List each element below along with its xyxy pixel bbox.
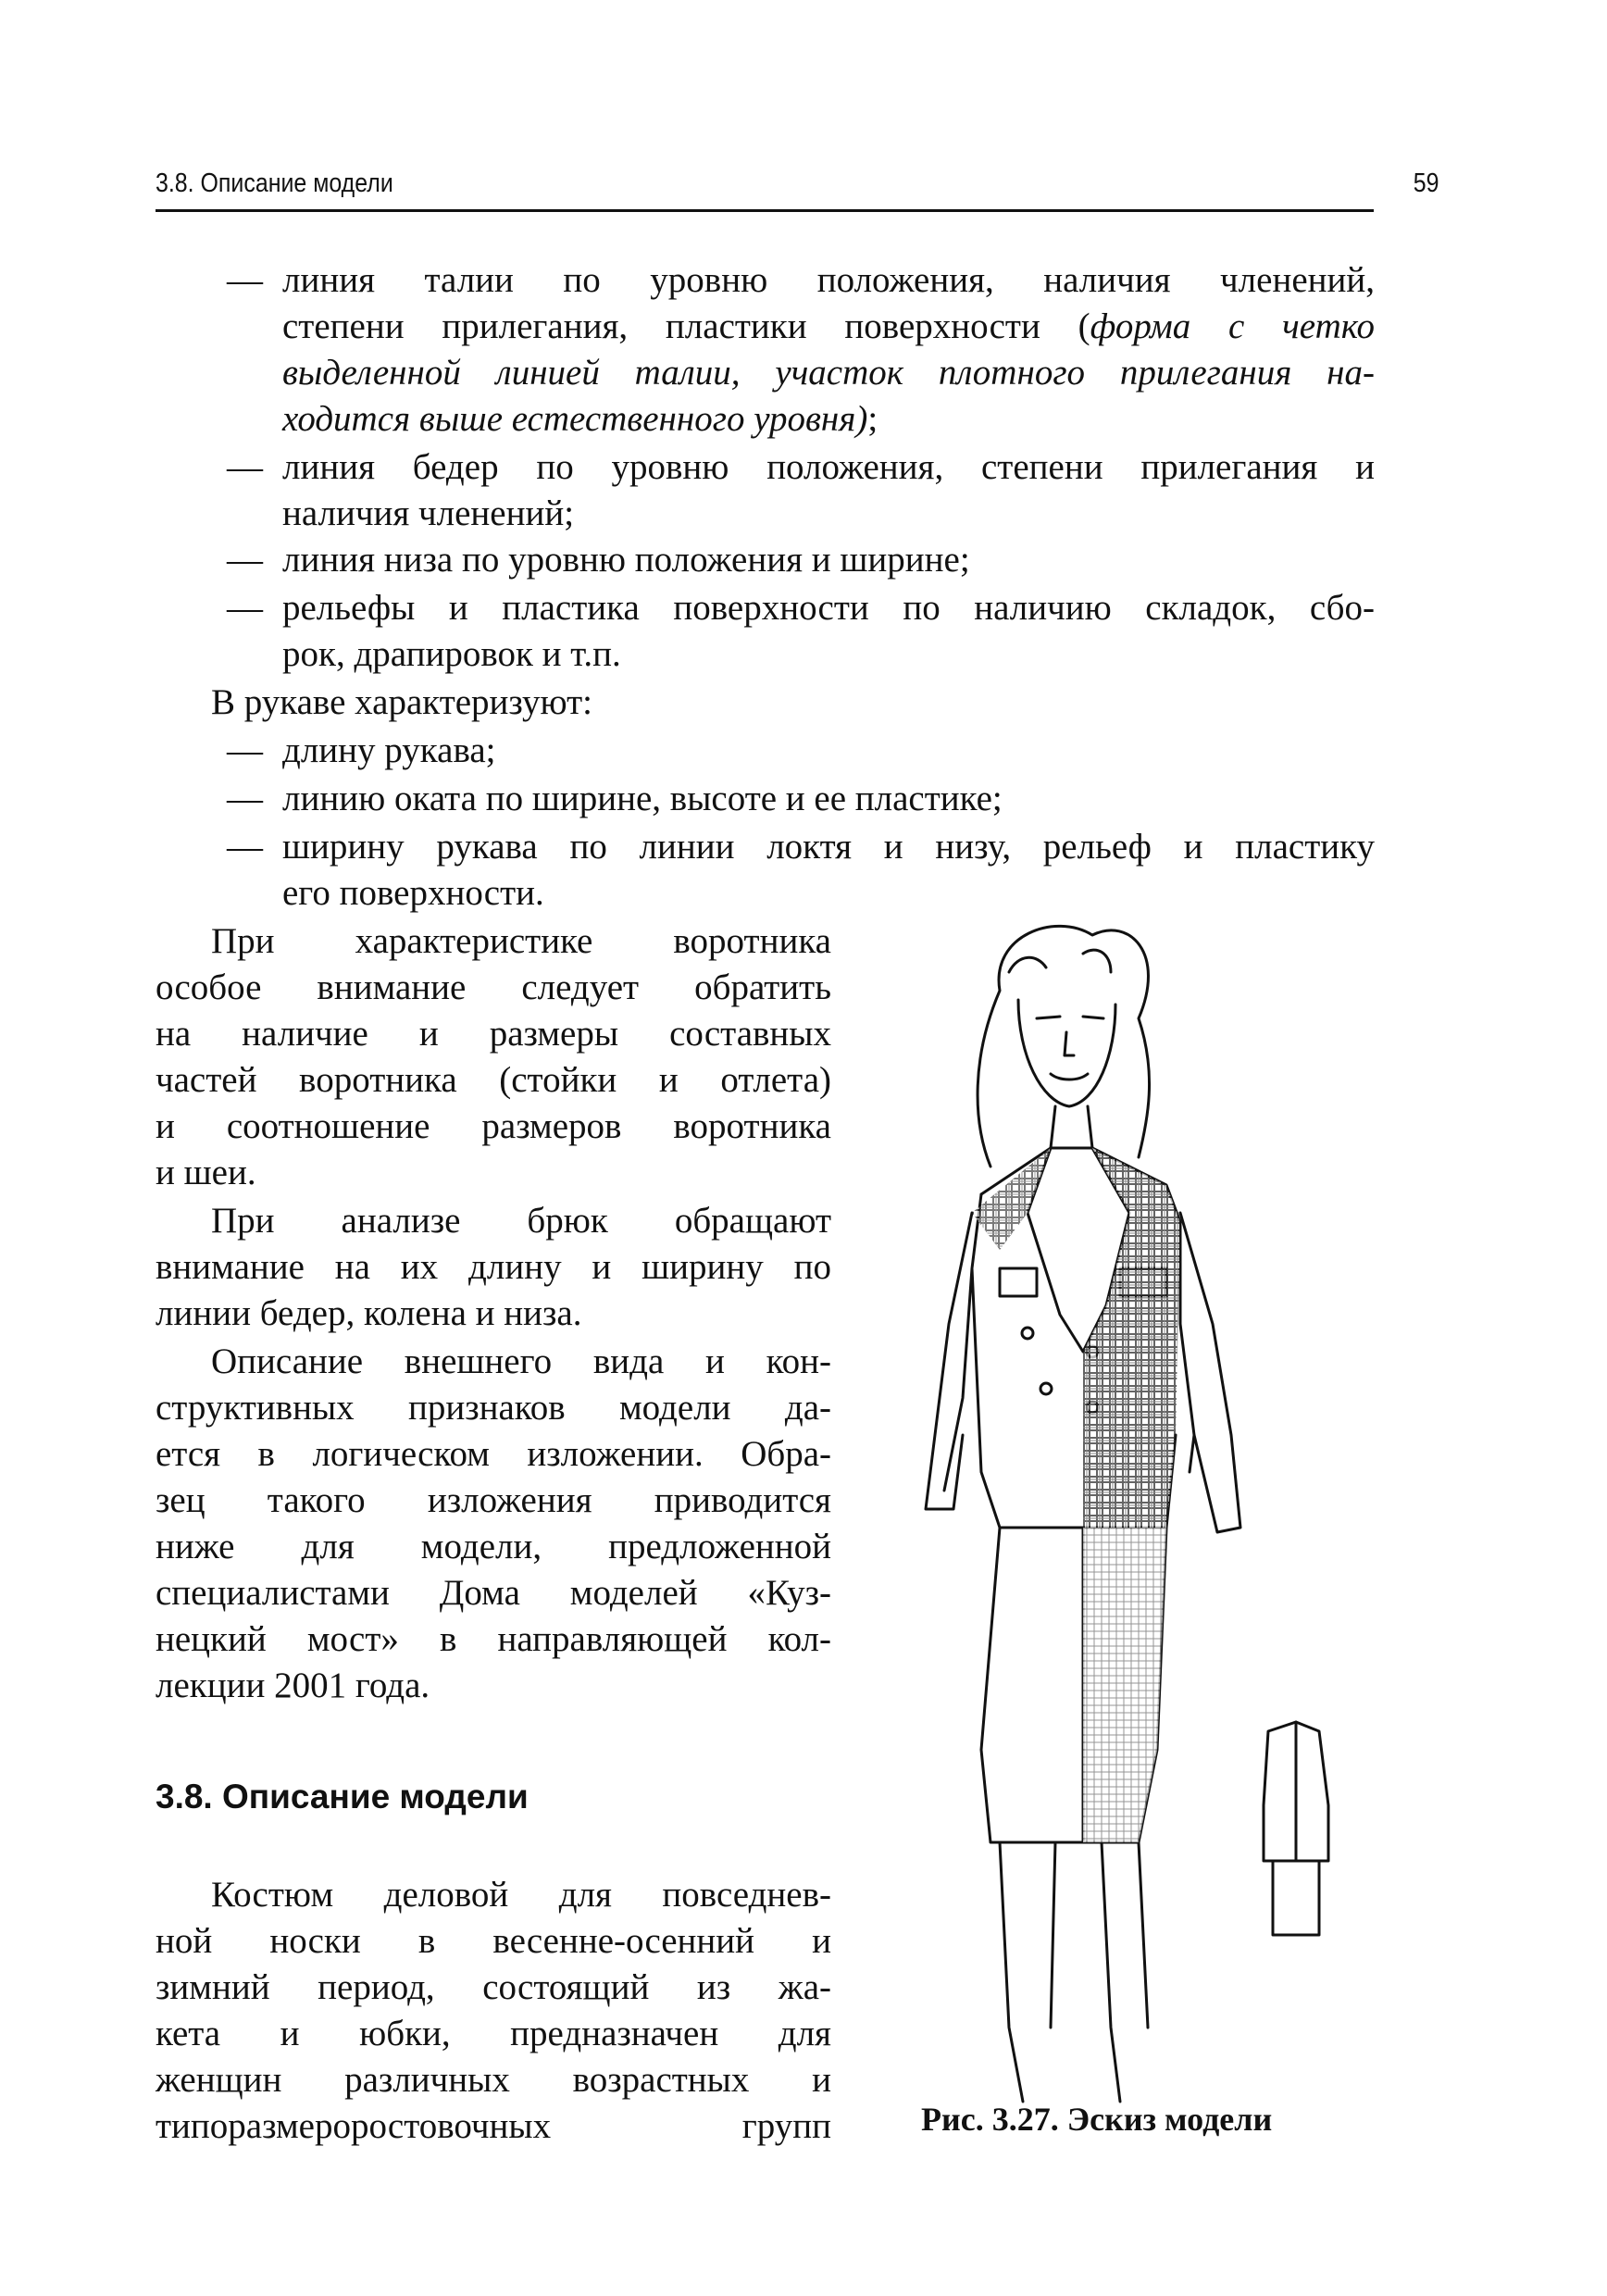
running-header-title: 3.8. Описание модели xyxy=(156,168,393,198)
para-line: особое внимание следует обратить xyxy=(156,967,831,1007)
list-line xyxy=(282,304,1375,350)
list-item xyxy=(282,585,1375,678)
list-line: линия низа по уровню положения и ширине; xyxy=(282,540,970,580)
list-line: линию оката по ширине, высоте и ее пластике; xyxy=(282,779,1003,818)
list-line xyxy=(282,396,1375,443)
para-line: женщин различных возрастных и xyxy=(156,2060,831,2100)
para-line: внимание на их длину и ширину по xyxy=(156,1247,831,1287)
para-line: линии бедер, колена и низа. xyxy=(156,1293,582,1333)
para-line: При анализе брюк обращают xyxy=(211,1201,831,1241)
para-line: и соотношение размеров воротника xyxy=(156,1106,831,1146)
list-dash xyxy=(227,537,263,583)
list-dash xyxy=(227,776,263,822)
section-heading: 3.8. Описание модели xyxy=(156,1778,529,1816)
list-line: наличия членений; xyxy=(282,493,575,533)
list-dash xyxy=(227,728,263,774)
paragraph-trousers xyxy=(156,1198,831,1337)
list-dash xyxy=(227,585,263,631)
list-item xyxy=(282,776,1375,822)
list-italic-text: ходится выше естественного уровня) xyxy=(282,399,868,439)
list-line: линия бедер по уровню положения, степени прилегания и xyxy=(282,447,1375,487)
paragraph-costume xyxy=(156,1872,831,2150)
list-line: линия талии по уровню положения, наличия членений, xyxy=(282,260,1375,300)
list-line: рельефы и пластика поверхности по наличию складок, сбо- xyxy=(282,588,1375,628)
list-italic-line: выделенной линией талии, участок плотного прилегания на- xyxy=(282,353,1375,393)
list-line: рок, драпировок и т.п. xyxy=(282,634,621,674)
list-item xyxy=(282,728,1375,774)
header-rule xyxy=(156,209,1374,212)
para-line: ниже для модели, предложенной xyxy=(156,1527,831,1566)
para-line: ется в логическом изложении. Обра- xyxy=(156,1434,831,1474)
para-line: структивных признаков модели да- xyxy=(156,1388,831,1428)
list-dash xyxy=(227,824,263,870)
paragraph-collar xyxy=(156,918,831,1196)
sleeve-intro: В рукаве характеризуют: xyxy=(211,682,593,722)
para-line: Костюм деловой для повседнев- xyxy=(211,1875,831,1915)
para-line: типоразмероростовочных групп xyxy=(156,2106,831,2146)
list-item xyxy=(282,537,1375,583)
list-italic-text: форма с четко xyxy=(1090,306,1375,346)
running-header xyxy=(156,168,1439,206)
list-item xyxy=(282,257,1375,443)
page-number: 59 xyxy=(1413,168,1439,198)
list-item xyxy=(282,444,1375,537)
paragraph-description xyxy=(156,1339,831,1709)
para-line: на наличие и размеры составных xyxy=(156,1014,831,1054)
para-line: Описание внешнего вида и кон- xyxy=(211,1341,831,1381)
list-dash xyxy=(227,257,263,304)
list-text: ; xyxy=(867,399,878,439)
list-line: его поверхности. xyxy=(282,873,544,913)
para-line: и шеи. xyxy=(156,1153,256,1192)
para-line: кета и юбки, предназначен для xyxy=(156,2014,831,2053)
para-line: частей воротника (стойки и отлета) xyxy=(156,1060,831,1100)
list-item xyxy=(282,824,1375,917)
list-line: ширину рукава по линии локтя и низу, рельеф и пластику xyxy=(282,827,1375,867)
list-text: степени прилегания, пластики поверхности ( xyxy=(282,306,1090,346)
fashion-sketch-illustration xyxy=(861,917,1379,2111)
para-line: ной носки в весенне-осенний и xyxy=(156,1921,831,1961)
para-line: лекции 2001 года. xyxy=(156,1666,430,1705)
para-line: зец такого изложения приводится xyxy=(156,1480,831,1520)
list-dash xyxy=(227,444,263,491)
figure-caption: Рис. 3.27. Эскиз модели xyxy=(921,2101,1273,2138)
para-line: зимний период, состоящий из жа- xyxy=(156,1967,831,2007)
para-line: нецкий мост» в направляющей кол- xyxy=(156,1619,831,1659)
para-line: специалистами Дома моделей «Куз- xyxy=(156,1573,831,1613)
para-line: При характеристике воротника xyxy=(211,921,831,961)
list-line: длину рукава; xyxy=(282,730,496,770)
